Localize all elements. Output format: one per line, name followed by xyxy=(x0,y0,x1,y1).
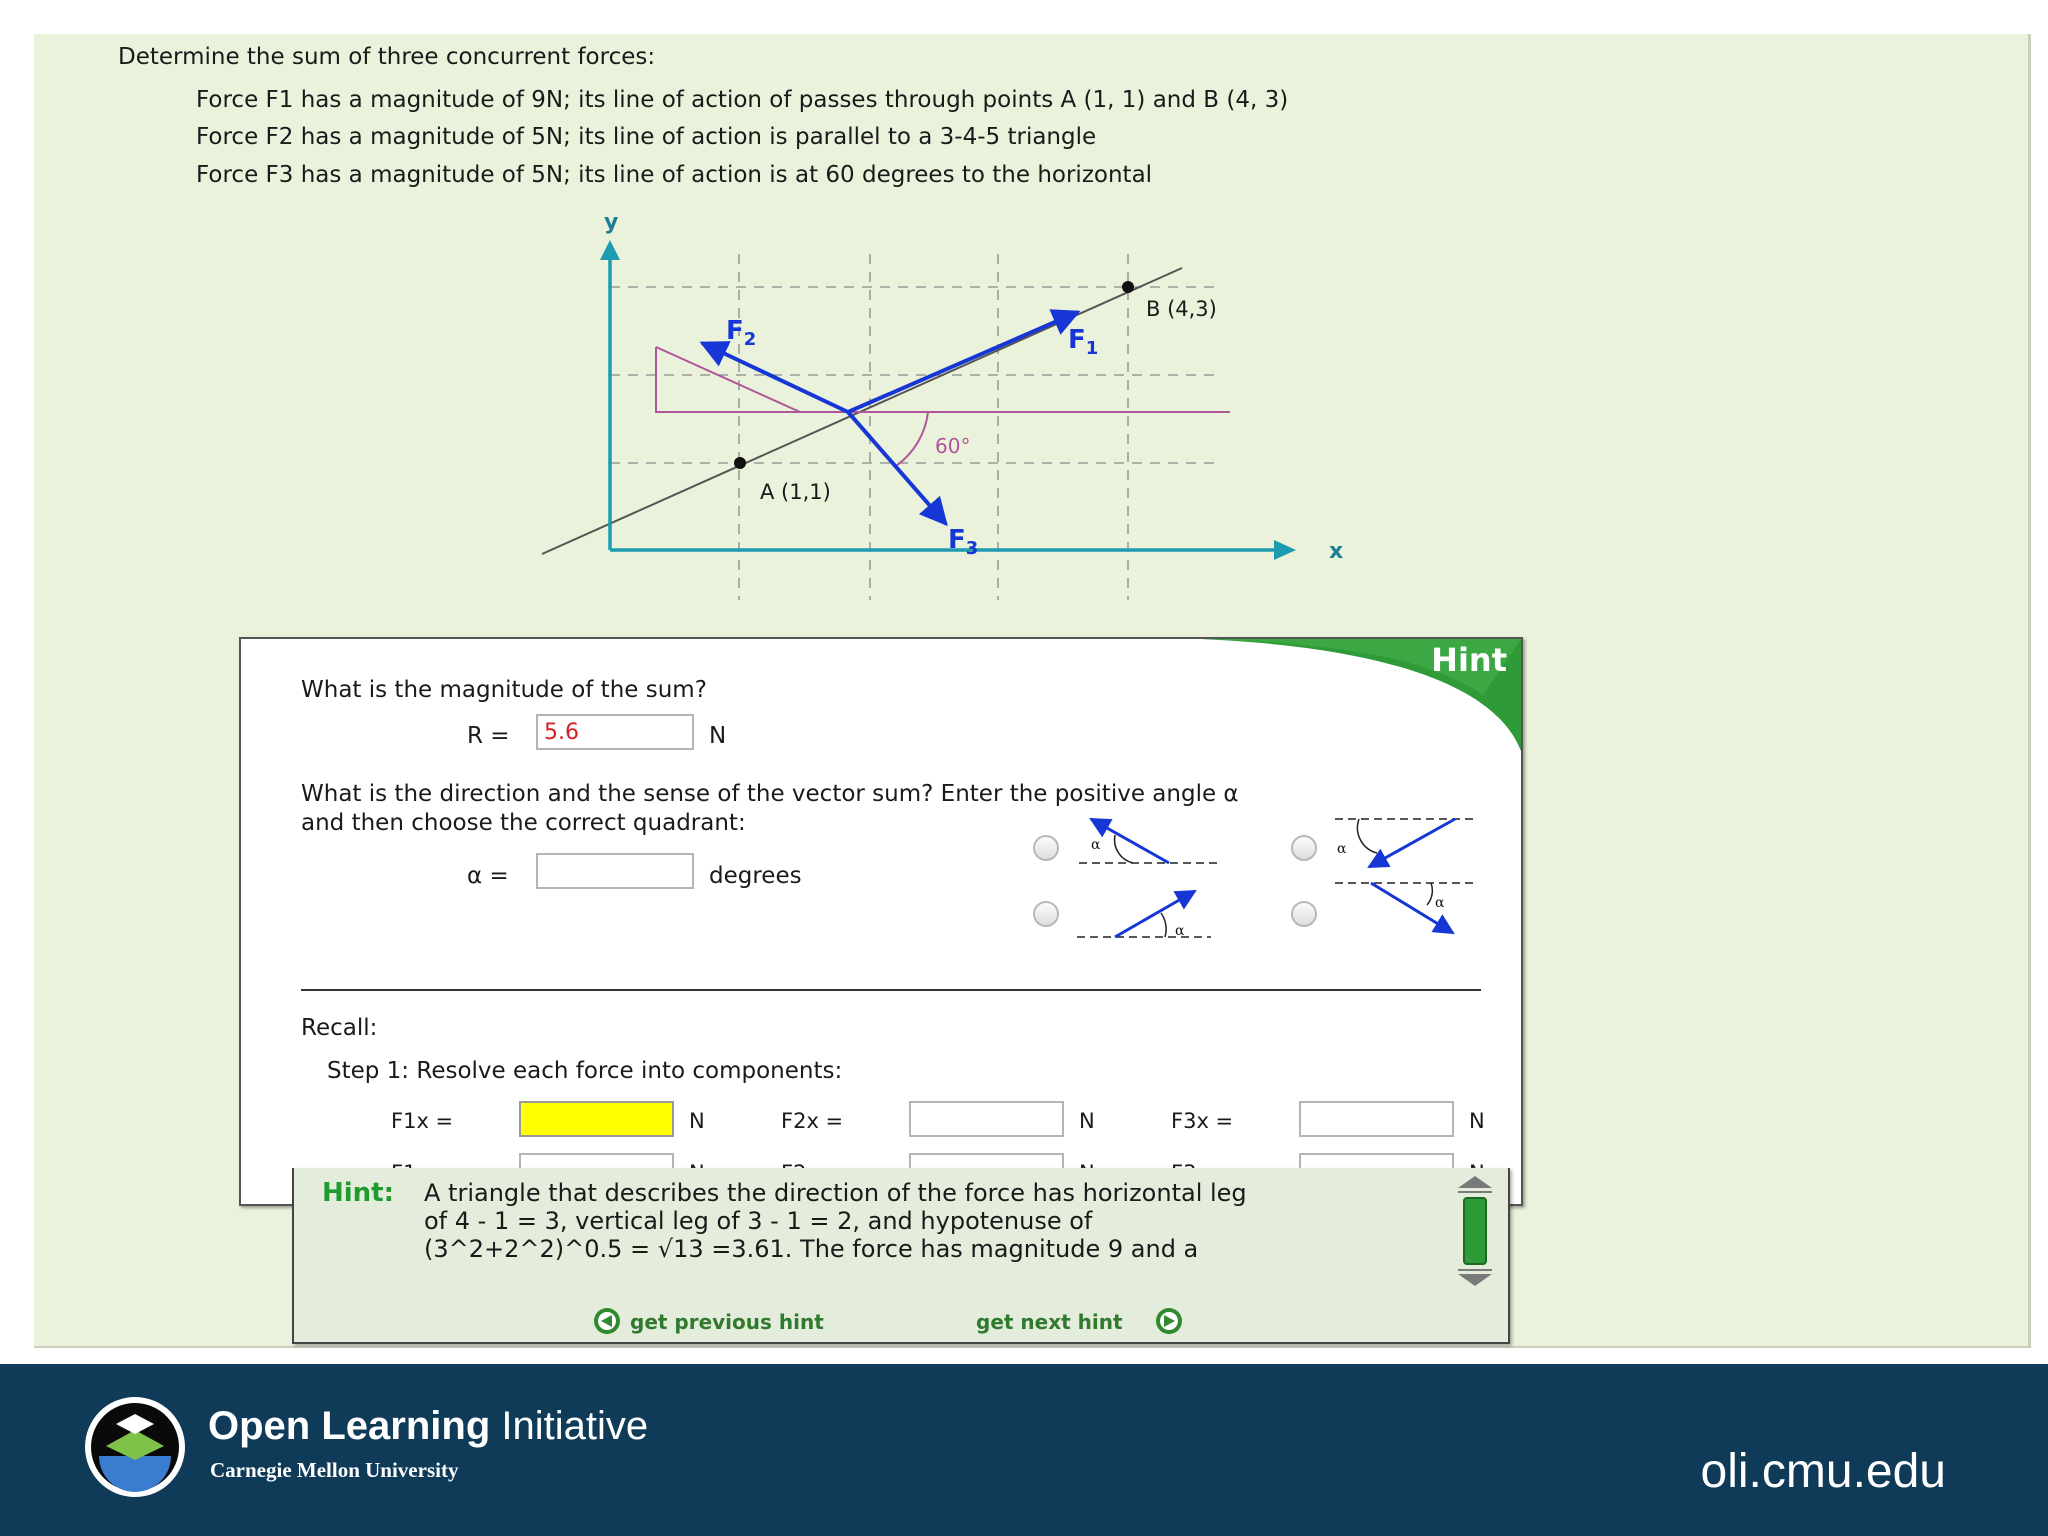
quadrant-radio-top-right[interactable] xyxy=(1291,835,1317,861)
point-b-label: B (4,3) xyxy=(1146,297,1217,321)
quadrant-radio-bottom-left[interactable] xyxy=(1033,901,1059,927)
r-label: R = xyxy=(467,723,510,749)
quadrant-icon-bottom-left xyxy=(1071,875,1221,945)
magnitude-question: What is the magnitude of the sum? xyxy=(301,677,707,703)
hint-text-line2: of 4 - 1 = 3, vertical leg of 3 - 1 = 2, and hypotenuse of xyxy=(424,1207,1093,1235)
force-3-statement: Force F3 has a magnitude of 5N; its line of action is at 60 degrees to the horizontal xyxy=(196,162,1153,188)
f3-vector xyxy=(848,412,946,524)
oli-url[interactable]: oli.cmu.edu xyxy=(1700,1445,1946,1498)
hint-box xyxy=(292,1168,1510,1344)
hint-text-line1: A triangle that describes the direction of the force has horizontal leg xyxy=(424,1179,1247,1207)
grid-lines xyxy=(610,254,1220,600)
f2x-input[interactable] xyxy=(909,1101,1064,1137)
y-axis-label: y xyxy=(604,210,619,235)
svg-text:α: α xyxy=(1337,841,1347,857)
point-b-marker xyxy=(1122,281,1134,293)
angle-label: 60° xyxy=(935,434,971,458)
quadrant-icon-top-right xyxy=(1331,811,1481,875)
svg-text:α: α xyxy=(1175,923,1185,939)
force-2-statement: Force F2 has a magnitude of 5N; its line of action is parallel to a 3-4-5 triangle xyxy=(196,124,1097,150)
f3x-unit: N xyxy=(1469,1109,1485,1133)
force-diagram xyxy=(34,34,2028,634)
x-axis-label: x xyxy=(1329,539,1344,564)
alpha-unit: degrees xyxy=(709,863,802,889)
point-a-label: A (1,1) xyxy=(760,480,831,504)
f2-label: $F_2$ xyxy=(726,316,757,350)
point-a-marker xyxy=(734,457,746,469)
f2x-label: F2x = xyxy=(781,1109,844,1133)
get-previous-hint-link[interactable]: get previous hint xyxy=(630,1310,824,1334)
quadrant-radio-top-left[interactable] xyxy=(1033,835,1059,861)
get-next-hint-link[interactable]: get next hint xyxy=(976,1310,1123,1334)
axes xyxy=(600,240,1296,560)
recall-heading: Recall: xyxy=(301,1015,378,1041)
f1-vector xyxy=(848,312,1078,412)
f1x-label: F1x = xyxy=(391,1109,454,1133)
force-1-statement: Force F1 has a magnitude of 9N; its line of action of passes through points A (1, 1) and B (4, 3) xyxy=(196,87,1289,113)
f3-label: $F_3$ xyxy=(948,525,979,559)
quadrant-icon-top-left xyxy=(1071,811,1221,875)
svg-text:α: α xyxy=(1091,837,1101,853)
angle-arc xyxy=(896,412,928,466)
f1x-input[interactable] xyxy=(519,1101,674,1137)
f1x-unit: N xyxy=(689,1109,705,1133)
quadrant-icon-bottom-right xyxy=(1331,875,1481,945)
problem-intro: Determine the sum of three concurrent forces: xyxy=(118,44,656,70)
alpha-label: α = xyxy=(467,863,509,889)
slide-content xyxy=(34,34,2031,1348)
question-panel xyxy=(239,637,1523,1206)
alpha-input[interactable] xyxy=(536,853,694,889)
quadrant-radio-bottom-right[interactable] xyxy=(1291,901,1317,927)
previous-hint-icon[interactable] xyxy=(592,1306,622,1336)
step-1-instruction: Step 1: Resolve each force into components: xyxy=(327,1058,843,1084)
f1-label: $F_1$ xyxy=(1068,325,1099,359)
hint-tab-label[interactable]: Hint xyxy=(1431,641,1507,679)
hint-scrollbar[interactable] xyxy=(1456,1176,1494,1286)
next-hint-icon[interactable] xyxy=(1154,1306,1184,1336)
reference-triangle xyxy=(656,347,1230,412)
hint-text-line3: (3^2+2^2)^0.5 = √13 =3.61. The force has magnitude 9 and a xyxy=(424,1235,1199,1263)
f3x-input[interactable] xyxy=(1299,1101,1454,1137)
direction-question-line1: What is the direction and the sense of the vector sum? Enter the positive angle α xyxy=(301,781,1239,807)
svg-text:α: α xyxy=(1435,895,1445,911)
oli-brand-name: Open Learning Initiative xyxy=(208,1404,649,1448)
oli-university: Carnegie Mellon University xyxy=(210,1458,459,1482)
r-input[interactable]: 5.6 xyxy=(536,714,694,750)
direction-question-line2: and then choose the correct quadrant: xyxy=(301,810,746,836)
oli-logo-icon xyxy=(82,1394,188,1500)
r-unit: N xyxy=(709,723,727,749)
f2x-unit: N xyxy=(1079,1109,1095,1133)
hint-label: Hint: xyxy=(322,1178,395,1208)
footer-bar xyxy=(0,1364,2048,1536)
f3x-label: F3x = xyxy=(1171,1109,1234,1133)
section-divider xyxy=(301,989,1481,991)
